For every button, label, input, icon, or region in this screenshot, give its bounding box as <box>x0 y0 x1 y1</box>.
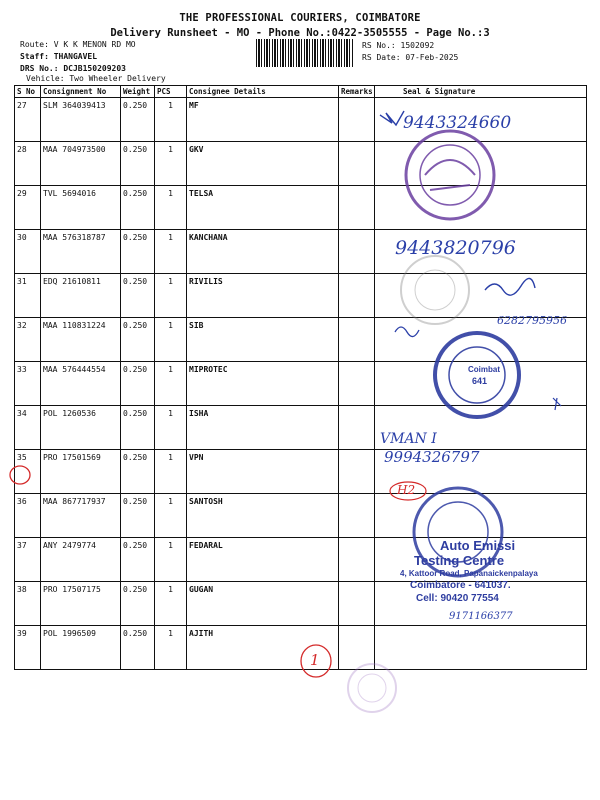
cell-pcs: 1 <box>155 274 187 318</box>
cell-consignee: ISHA <box>187 406 339 450</box>
cell-consignment: MAA 867717937 <box>41 494 121 538</box>
cell-weight: 0.250 <box>121 318 155 362</box>
page-mark: 1 <box>310 651 320 669</box>
table-row <box>15 142 587 186</box>
cell-consignment: MAA 576444554 <box>41 362 121 406</box>
auto-emission-stamp-line4: Coimbatore - 641037. <box>410 580 511 591</box>
cell-consignment: SLM 364039413 <box>41 98 121 142</box>
handwritten-phone: 9443820796 <box>395 237 516 259</box>
cell-pcs: 1 <box>155 582 187 626</box>
cell-weight: 0.250 <box>121 538 155 582</box>
cell-remarks <box>339 582 375 626</box>
cell-weight: 0.250 <box>121 494 155 538</box>
cell-consignment: MAA 110831224 <box>41 318 121 362</box>
rs-number: RS No.: 1502092 <box>362 41 435 50</box>
cell-sno: 37 <box>15 538 41 582</box>
cell-consignment: ANY 2479774 <box>41 538 121 582</box>
cell-signature <box>375 142 587 186</box>
cell-sno: 30 <box>15 230 41 274</box>
cell-weight: 0.250 <box>121 582 155 626</box>
table-header-row <box>15 86 587 98</box>
handwritten-phone: 9443324660 <box>403 113 512 133</box>
cell-pcs: 1 <box>155 494 187 538</box>
cell-sno: 33 <box>15 362 41 406</box>
cell-sno: 35 <box>15 450 41 494</box>
cell-remarks <box>339 494 375 538</box>
cell-remarks <box>339 538 375 582</box>
cell-pcs: 1 <box>155 230 187 274</box>
cell-sno: 36 <box>15 494 41 538</box>
col-pcs: PCS <box>155 86 187 98</box>
cell-sno: 38 <box>15 582 41 626</box>
cell-weight: 0.250 <box>121 186 155 230</box>
cell-pcs: 1 <box>155 186 187 230</box>
cell-weight: 0.250 <box>121 230 155 274</box>
cell-consignee: TELSA <box>187 186 339 230</box>
col-seal-signature: Seal & Signature <box>375 86 587 98</box>
col-sno: S No <box>15 86 41 98</box>
cell-consignee: RIVILIS <box>187 274 339 318</box>
cell-consignment: MAA 704973500 <box>41 142 121 186</box>
cell-weight: 0.250 <box>121 626 155 670</box>
table-row <box>15 494 587 538</box>
cell-pcs: 1 <box>155 142 187 186</box>
cell-consignee: VPN <box>187 450 339 494</box>
cell-remarks <box>339 142 375 186</box>
cell-consignment: POL 1260536 <box>41 406 121 450</box>
cell-consignee: SIB <box>187 318 339 362</box>
cell-consignee: FEDARAL <box>187 538 339 582</box>
handwritten-phone: 9171166377 <box>449 611 513 622</box>
cell-remarks <box>339 186 375 230</box>
cell-remarks <box>339 450 375 494</box>
col-remarks: Remarks <box>339 86 375 98</box>
cell-consignment: MAA 576318787 <box>41 230 121 274</box>
cell-weight: 0.250 <box>121 450 155 494</box>
cell-weight: 0.250 <box>121 274 155 318</box>
cell-sno: 31 <box>15 274 41 318</box>
cell-pcs: 1 <box>155 362 187 406</box>
cell-consignee: MIPROTEC <box>187 362 339 406</box>
cell-consignee: SANTOSH <box>187 494 339 538</box>
drs-number: DRS No.: DCJB15020920З <box>20 64 126 73</box>
cell-pcs: 1 <box>155 98 187 142</box>
cell-remarks <box>339 98 375 142</box>
cell-signature <box>375 274 587 318</box>
cell-consignment: EDQ 21610811 <box>41 274 121 318</box>
handwritten-phone: 9994326797 <box>384 448 480 466</box>
cell-sno: 39 <box>15 626 41 670</box>
cell-consignment: PRO 17501569 <box>41 450 121 494</box>
cell-pcs: 1 <box>155 450 187 494</box>
cell-consignment: TVL 5694016 <box>41 186 121 230</box>
table-row <box>15 362 587 406</box>
cell-remarks <box>339 406 375 450</box>
table-row <box>15 450 587 494</box>
cell-remarks <box>339 230 375 274</box>
cell-consignment: PRO 17507175 <box>41 582 121 626</box>
cell-signature <box>375 494 587 538</box>
cell-pcs: 1 <box>155 538 187 582</box>
protek-stamp-pin: 641 <box>472 376 488 386</box>
cell-weight: 0.250 <box>121 362 155 406</box>
cell-sno: 29 <box>15 186 41 230</box>
cell-remarks <box>339 362 375 406</box>
route-label: Route: V K K MENON RD MO <box>20 40 136 49</box>
cell-remarks <box>339 626 375 670</box>
cell-weight: 0.250 <box>121 98 155 142</box>
red-h2-mark: H2 <box>397 483 416 497</box>
col-consignee: Consignee Details <box>187 86 339 98</box>
cell-weight: 0.250 <box>121 142 155 186</box>
cell-sno: 28 <box>15 142 41 186</box>
table-row <box>15 274 587 318</box>
staff-label: Staff: THANGAVEL <box>20 52 98 61</box>
cell-pcs: 1 <box>155 318 187 362</box>
rs-date: RS Date: 07-Feb-2025 <box>362 53 459 62</box>
cell-consignee: GUGAN <box>187 582 339 626</box>
table-row <box>15 626 587 670</box>
barcode <box>256 39 354 67</box>
cell-sno: 27 <box>15 98 41 142</box>
cell-consignment: POL 1996509 <box>41 626 121 670</box>
cell-weight: 0.250 <box>121 406 155 450</box>
handwritten-phone: 6282795956 <box>497 314 567 327</box>
company-title: THE PROFESSIONAL COURIERS, COIMBATORE <box>179 12 421 24</box>
protek-stamp-city: Coimbat <box>468 365 500 374</box>
cell-signature <box>375 626 587 670</box>
cell-sno: 32 <box>15 318 41 362</box>
auto-emission-stamp-line5: Cell: 90420 77554 <box>416 593 499 604</box>
table-row <box>15 406 587 450</box>
cell-consignee: AJITH <box>187 626 339 670</box>
cell-signature <box>375 186 587 230</box>
col-consignment: Consignment No <box>41 86 121 98</box>
auto-emission-stamp-line2: Testing Centre <box>414 553 505 568</box>
cell-pcs: 1 <box>155 626 187 670</box>
cell-consignee: MF <box>187 98 339 142</box>
cell-consignee: KANCHANA <box>187 230 339 274</box>
cell-sno: 34 <box>15 406 41 450</box>
cell-pcs: 1 <box>155 406 187 450</box>
col-weight: Weight <box>121 86 155 98</box>
cell-remarks <box>339 274 375 318</box>
auto-emission-stamp-line1: Auto Emissi <box>440 538 516 553</box>
cell-remarks <box>339 318 375 362</box>
vehicle-label: Vehicle: Two Wheeler Delivery <box>26 74 166 83</box>
cell-consignee: GKV <box>187 142 339 186</box>
table-row <box>15 186 587 230</box>
runsheet-subtitle: Delivery Runsheet - MO - Phone No.:0422-3505555 - Page No.:3 <box>110 27 490 39</box>
handwritten-name: VMAN I <box>380 431 437 447</box>
faint-bottom-stamp <box>348 664 396 712</box>
auto-emission-stamp-line3: 4, Kattoor Road, Papanaickenpalaya <box>400 569 538 578</box>
